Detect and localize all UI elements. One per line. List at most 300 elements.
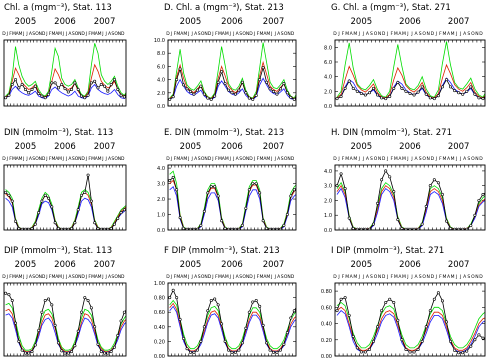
data-point	[117, 88, 119, 90]
month-tick-label: N	[245, 275, 250, 280]
month-tick-label: J	[435, 275, 438, 280]
month-tick-label: O	[200, 157, 205, 162]
data-point	[360, 351, 362, 353]
month-tick-label: D	[120, 157, 125, 162]
year-label: 2006	[54, 17, 76, 27]
data-point	[61, 350, 63, 352]
data-point	[405, 90, 407, 92]
data-point	[203, 93, 205, 95]
data-point	[238, 89, 240, 91]
month-tick-label: M	[401, 275, 406, 280]
data-point	[220, 323, 222, 325]
data-point	[172, 96, 174, 98]
data-point	[457, 352, 459, 354]
data-point	[429, 309, 431, 311]
month-tick-label: F	[48, 275, 52, 280]
data-point	[380, 309, 382, 311]
month-tick-label: A	[263, 157, 267, 162]
data-point	[87, 299, 89, 301]
month-tick-label: A	[349, 275, 353, 280]
month-tick-label: J	[274, 157, 276, 162]
data-point	[437, 95, 439, 97]
month-tick-label: A	[28, 157, 32, 162]
y-tick-label: 0.20	[320, 337, 332, 344]
y-tick-label: 2.0	[157, 90, 165, 97]
data-point	[169, 296, 171, 298]
data-point	[77, 209, 79, 211]
month-tick-label: S	[197, 275, 201, 280]
month-tick-label: O	[373, 32, 378, 37]
month-tick-label: M	[442, 32, 447, 37]
month-tick-label: D	[249, 157, 253, 162]
month-tick-label: S	[111, 275, 115, 280]
data-point	[265, 342, 267, 344]
month-tick-label: D	[479, 32, 483, 37]
month-tick-label: S	[467, 32, 471, 37]
data-point	[90, 307, 92, 309]
year-label: 2006	[399, 260, 421, 270]
month-tick-label: A	[15, 157, 19, 162]
month-tick-label: J	[6, 157, 8, 162]
month-tick-label: S	[32, 157, 36, 162]
month-tick-label: M	[18, 157, 23, 162]
data-point	[368, 92, 370, 94]
data-point	[24, 88, 26, 90]
data-point	[117, 217, 119, 219]
month-tick-label: O	[114, 157, 118, 162]
month-tick-label: M	[224, 32, 229, 37]
month-tick-label: J	[407, 157, 409, 162]
data-point	[47, 93, 49, 95]
y-tick-label: 0.80	[320, 289, 332, 296]
series-line	[6, 175, 128, 229]
data-point	[293, 189, 295, 191]
series-line	[6, 192, 128, 229]
month-tick-label: D	[207, 275, 212, 280]
year-label: 2007	[93, 17, 116, 27]
data-point	[31, 88, 33, 90]
data-point	[433, 298, 435, 300]
data-point	[179, 216, 181, 218]
month-tick-label: S	[32, 32, 36, 37]
data-point	[380, 97, 382, 99]
data-point	[449, 227, 451, 229]
month-tick-label: A	[398, 275, 402, 280]
data-point	[482, 337, 484, 339]
month-tick-label: A	[263, 32, 267, 37]
data-point	[117, 334, 119, 336]
y-tick-label: 0.00	[320, 354, 332, 360]
series-line	[337, 189, 487, 230]
month-tick-label: F	[173, 157, 177, 162]
data-point	[110, 83, 112, 85]
month-tick-label: J	[411, 157, 413, 162]
month-tick-label: A	[194, 157, 198, 162]
month-tick-label: D	[207, 157, 212, 162]
y-tick-label: 3.0	[157, 181, 165, 188]
data-point	[445, 321, 447, 323]
data-point	[352, 87, 354, 89]
y-tick-label: 4.0	[324, 74, 332, 81]
data-point	[107, 352, 109, 354]
month-tick-label: N	[245, 157, 250, 162]
data-point	[245, 92, 247, 94]
data-point	[169, 179, 171, 181]
month-tick-label: D	[249, 32, 253, 37]
month-tick-label: F	[88, 157, 92, 162]
data-point	[293, 98, 295, 100]
month-tick-label: A	[194, 275, 198, 280]
data-point	[417, 348, 419, 350]
month-tick-label: J	[85, 157, 88, 162]
data-point	[200, 340, 202, 342]
month-tick-label: O	[242, 157, 246, 162]
month-tick-label: J	[188, 32, 190, 37]
data-point	[376, 202, 378, 204]
data-point	[234, 351, 236, 353]
data-point	[18, 227, 20, 229]
data-point	[8, 94, 10, 96]
data-point	[97, 227, 99, 229]
data-point	[258, 78, 260, 80]
month-tick-label: M	[259, 157, 264, 162]
month-tick-label: M	[450, 32, 455, 37]
month-tick-label: A	[398, 157, 402, 162]
month-tick-label: N	[38, 157, 42, 162]
data-point	[37, 211, 39, 213]
data-point	[214, 185, 216, 187]
month-tick-label: D	[479, 275, 483, 280]
month-tick-label: J	[274, 275, 276, 280]
data-point	[224, 82, 226, 84]
data-point	[44, 97, 46, 99]
month-tick-label: J	[102, 275, 104, 280]
data-point	[196, 349, 198, 351]
month-tick-label: N	[245, 32, 250, 37]
data-point	[93, 326, 95, 328]
month-tick-label: D	[290, 32, 295, 37]
month-tick-label: J	[271, 32, 273, 37]
month-tick-label: A	[15, 275, 19, 280]
data-point	[175, 78, 177, 80]
month-tick-label: O	[35, 157, 39, 162]
month-tick-label: D	[207, 32, 212, 37]
month-tick-label: M	[97, 32, 102, 37]
month-tick-label: A	[463, 32, 467, 37]
month-tick-label: N	[78, 275, 82, 280]
month-tick-label: S	[239, 157, 243, 162]
month-tick-label: O	[471, 275, 475, 280]
data-point	[384, 301, 386, 303]
y-tick-label: 8.0	[157, 51, 165, 58]
data-point	[182, 227, 184, 229]
month-tick-label: M	[58, 275, 62, 280]
data-point	[87, 94, 89, 96]
data-point	[31, 227, 33, 229]
year-label: 2007	[262, 17, 285, 27]
month-tick-label: J	[212, 32, 214, 37]
month-tick-label: F	[439, 275, 442, 280]
month-tick-label: M	[51, 157, 56, 162]
data-point	[297, 93, 299, 95]
year-label: 2006	[221, 17, 243, 27]
series-line	[337, 307, 487, 350]
panel-title: F DIP (mmolm⁻³), Stat. 213	[164, 246, 280, 256]
data-point	[462, 93, 464, 95]
data-point	[34, 223, 36, 225]
data-point	[482, 193, 484, 195]
month-tick-label: F	[215, 32, 218, 37]
month-tick-label: N	[204, 157, 208, 162]
data-point	[64, 87, 66, 89]
data-point	[28, 352, 30, 354]
data-point	[478, 199, 480, 201]
data-point	[77, 88, 79, 90]
data-point	[397, 81, 399, 83]
y-tick-label: 4.0	[157, 166, 165, 173]
month-tick-label: M	[259, 32, 264, 37]
month-tick-label: S	[370, 32, 373, 37]
month-tick-label: J	[407, 275, 409, 280]
month-tick-label: J	[102, 157, 104, 162]
month-tick-label: F	[88, 32, 92, 37]
month-tick-label: A	[28, 275, 32, 280]
month-tick-label: J	[387, 275, 389, 280]
month-tick-label: J	[229, 157, 231, 162]
month-tick-label: O	[74, 157, 79, 162]
data-point	[470, 224, 472, 226]
month-tick-label: S	[280, 157, 284, 162]
month-tick-label: S	[197, 157, 201, 162]
data-point	[44, 299, 46, 301]
data-point	[103, 352, 105, 354]
month-tick-label: J	[170, 157, 173, 162]
month-tick-label: O	[74, 32, 79, 37]
y-tick-label: 0.80	[153, 295, 165, 302]
month-tick-label: M	[345, 157, 350, 162]
data-point	[74, 82, 76, 84]
data-point	[196, 89, 198, 91]
month-tick-label: O	[471, 157, 475, 162]
month-tick-label: J	[253, 32, 256, 37]
plot-frame	[335, 283, 485, 356]
data-point	[234, 93, 236, 95]
month-tick-label: J	[455, 157, 458, 162]
data-point	[356, 90, 358, 92]
month-tick-label: J	[229, 275, 231, 280]
data-point	[262, 67, 264, 69]
month-tick-label: O	[200, 275, 205, 280]
month-tick-label: D	[333, 32, 337, 37]
data-point	[241, 81, 243, 83]
series-line	[337, 42, 487, 98]
data-point	[4, 191, 6, 193]
data-point	[262, 324, 264, 326]
month-tick-label: J	[6, 275, 8, 280]
data-point	[90, 200, 92, 202]
month-tick-label: J	[105, 157, 107, 162]
data-point	[283, 343, 285, 345]
month-tick-label: J	[62, 32, 65, 37]
month-tick-label: J	[411, 32, 413, 37]
month-tick-label: J	[188, 275, 190, 280]
data-point	[478, 334, 480, 336]
month-tick-label: D	[381, 275, 386, 280]
chart-panel-5	[157, 128, 299, 234]
y-tick-label: 6.0	[157, 64, 165, 71]
month-tick-label: D	[333, 157, 337, 162]
y-tick-label: 0.20	[153, 339, 165, 346]
data-point	[8, 293, 10, 295]
data-point	[393, 301, 395, 303]
data-point	[297, 304, 299, 306]
data-point	[409, 351, 411, 353]
month-tick-label: J	[338, 275, 340, 280]
month-tick-label: O	[422, 157, 426, 162]
data-point	[80, 194, 82, 196]
data-point	[429, 184, 431, 186]
data-point	[100, 350, 102, 352]
data-point	[283, 224, 285, 226]
data-point	[182, 337, 184, 339]
month-tick-label: M	[353, 275, 358, 280]
data-point	[279, 88, 281, 90]
month-tick-label: M	[442, 275, 447, 280]
data-point	[344, 187, 346, 189]
plot-frame	[168, 40, 296, 106]
data-point	[265, 227, 267, 229]
data-point	[336, 184, 338, 186]
series-line	[6, 303, 128, 350]
data-point	[364, 351, 366, 353]
plot-frame	[4, 40, 126, 106]
month-tick-label: N	[204, 32, 208, 37]
month-tick-label: J	[253, 275, 256, 280]
data-point	[437, 292, 439, 294]
series-line	[337, 303, 487, 348]
month-tick-label: F	[341, 157, 345, 162]
data-point	[11, 200, 13, 202]
series-line	[170, 290, 298, 352]
data-point	[90, 82, 92, 84]
data-point	[21, 349, 23, 351]
month-tick-label: N	[377, 157, 382, 162]
data-point	[210, 185, 212, 187]
month-tick-label: F	[256, 275, 260, 280]
month-tick-label: S	[370, 275, 373, 280]
data-point	[255, 94, 257, 96]
month-tick-label: J	[26, 32, 28, 37]
month-tick-label: J	[23, 157, 25, 162]
data-point	[360, 92, 362, 94]
data-point	[344, 296, 346, 298]
month-tick-label: M	[393, 275, 398, 280]
month-tick-label: J	[65, 275, 68, 280]
data-point	[70, 227, 72, 229]
data-point	[397, 218, 399, 220]
data-point	[445, 78, 447, 80]
data-point	[258, 192, 260, 194]
data-point	[54, 222, 56, 224]
data-point	[409, 92, 411, 94]
month-tick-label: S	[111, 157, 115, 162]
series-line	[337, 183, 487, 230]
month-tick-label: J	[460, 275, 462, 280]
month-tick-label: J	[362, 157, 365, 162]
data-point	[269, 349, 271, 351]
data-point	[433, 179, 435, 181]
month-tick-label: D	[166, 275, 170, 280]
month-tick-label: O	[283, 275, 288, 280]
month-tick-label: A	[349, 32, 353, 37]
data-point	[214, 298, 216, 300]
series-line	[170, 303, 298, 351]
year-label: 2005	[350, 260, 373, 270]
month-tick-label: N	[117, 32, 122, 37]
series-line	[170, 187, 298, 230]
month-tick-label: F	[9, 157, 12, 162]
data-point	[413, 351, 415, 353]
data-point	[478, 97, 480, 99]
month-tick-label: J	[460, 32, 462, 37]
panel-title: Chl. a (mgm⁻³), Stat. 113	[4, 3, 112, 13]
year-label: 2007	[93, 142, 116, 152]
y-tick-label: 1.00	[153, 281, 165, 287]
data-point	[348, 217, 350, 219]
month-tick-label: D	[166, 157, 170, 162]
month-tick-label: M	[176, 157, 181, 162]
data-point	[123, 311, 125, 313]
chart-panel-6	[324, 128, 488, 234]
series-line	[170, 171, 298, 229]
y-tick-label: 0.40	[320, 321, 332, 328]
data-point	[11, 299, 13, 301]
data-point	[376, 326, 378, 328]
month-tick-label: O	[373, 275, 378, 280]
data-point	[47, 197, 49, 199]
month-tick-label: M	[91, 275, 95, 280]
panel-title: D. Chl. a (mgm⁻³), Stat. 213	[164, 3, 284, 13]
data-point	[290, 317, 292, 319]
data-point	[18, 340, 20, 342]
month-tick-label: M	[393, 32, 398, 37]
month-tick-label: A	[94, 275, 98, 280]
year-label: 2005	[350, 142, 373, 152]
data-point	[384, 170, 386, 172]
month-tick-label: J	[65, 32, 68, 37]
data-point	[449, 86, 451, 88]
year-label: 2006	[54, 142, 76, 152]
data-point	[272, 351, 274, 353]
data-point	[380, 179, 382, 181]
data-point	[34, 85, 36, 87]
month-tick-label: J	[229, 32, 231, 37]
data-point	[348, 314, 350, 316]
plot-frame	[4, 283, 126, 356]
data-point	[457, 92, 459, 94]
chart-panel-3	[324, 3, 488, 110]
month-tick-label: J	[362, 275, 365, 280]
year-label: 2007	[447, 142, 470, 152]
data-point	[28, 92, 30, 94]
month-tick-label: M	[266, 275, 271, 280]
month-tick-label: D	[430, 32, 435, 37]
month-tick-label: O	[471, 32, 475, 37]
series-line	[337, 186, 487, 230]
month-tick-label: N	[426, 32, 430, 37]
month-tick-label: S	[370, 157, 373, 162]
data-point	[169, 98, 171, 100]
